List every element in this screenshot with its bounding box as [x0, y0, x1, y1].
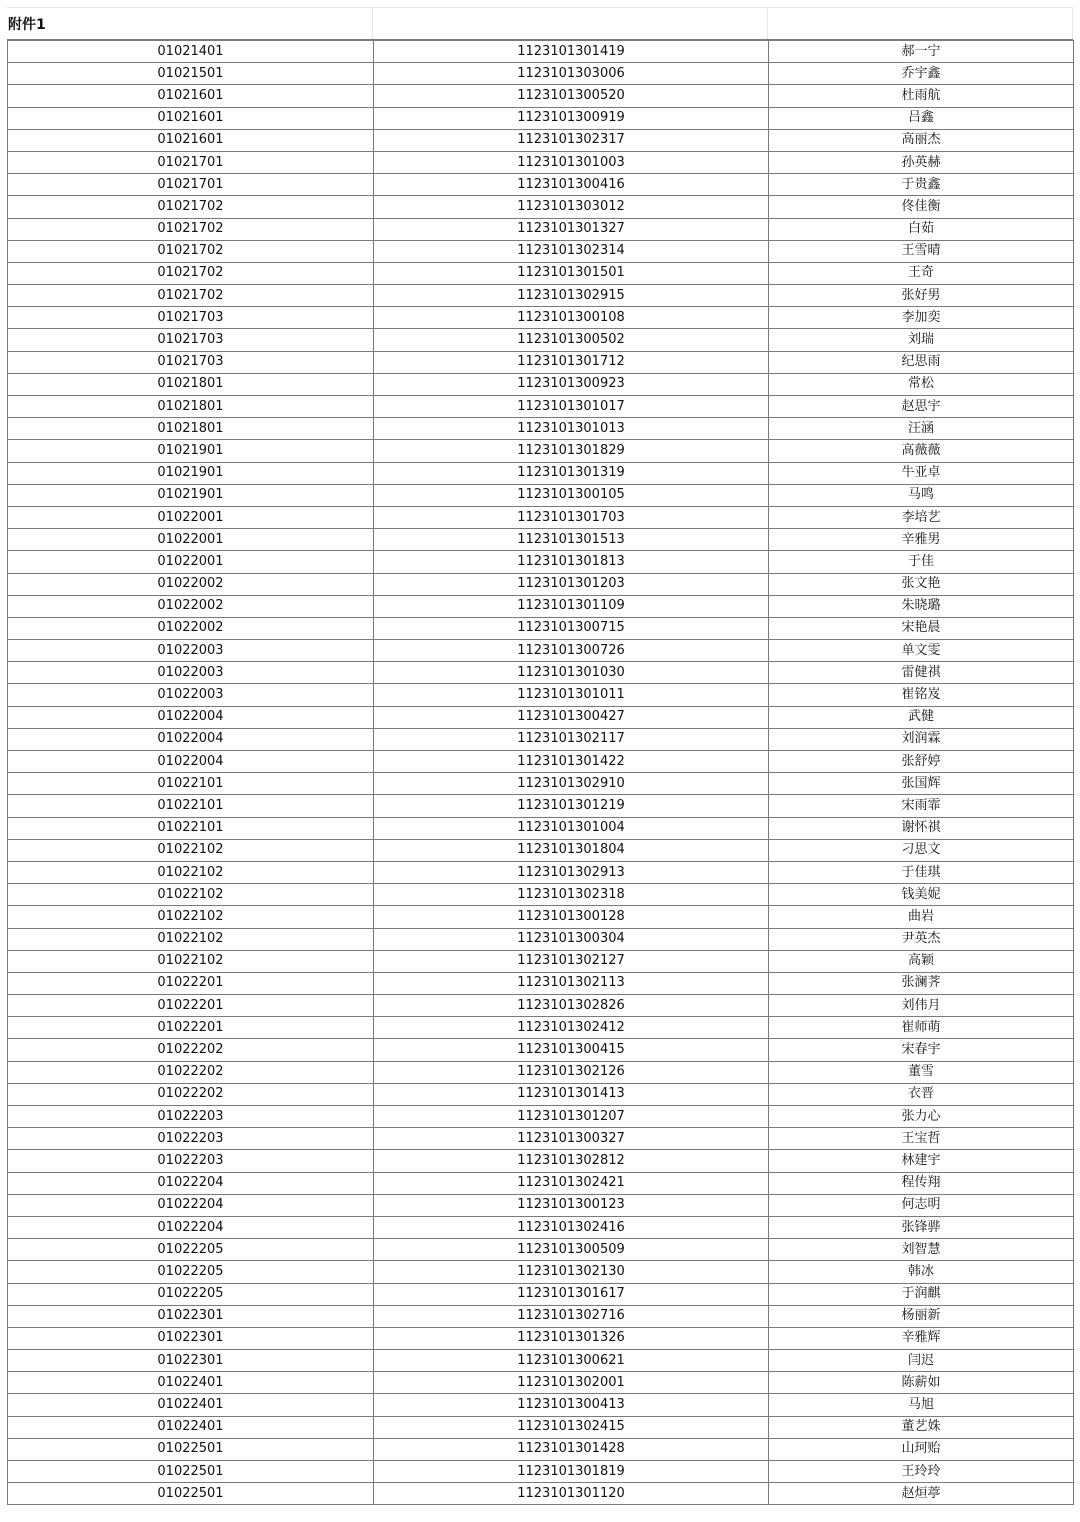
ticket-number-cell: 1123101302812 — [374, 1150, 769, 1172]
ticket-number-cell: 1123101302113 — [374, 972, 769, 994]
position-code-cell: 01021702 — [8, 262, 374, 284]
sheet-header-row — [7, 7, 1073, 40]
candidate-name-cell: 辛雅男 — [769, 529, 1074, 551]
position-code-cell: 01021801 — [8, 418, 374, 440]
ticket-number-cell: 1123101302913 — [374, 861, 769, 883]
table-row — [8, 129, 1074, 151]
position-code-cell: 01021401 — [8, 41, 374, 63]
ticket-number-cell: 1123101302127 — [374, 950, 769, 972]
position-code-cell: 01021702 — [8, 285, 374, 307]
ticket-number-cell: 1123101300509 — [374, 1239, 769, 1261]
position-code-cell: 01022102 — [8, 928, 374, 950]
ticket-number-cell: 1123101301703 — [374, 506, 769, 528]
table-row — [8, 506, 1074, 528]
position-code-cell: 01022205 — [8, 1283, 374, 1305]
ticket-number-cell: 1123101300923 — [374, 373, 769, 395]
table-row — [8, 595, 1074, 617]
candidate-name-cell: 刘智慧 — [769, 1239, 1074, 1261]
candidate-name-cell: 刁思文 — [769, 839, 1074, 861]
candidate-name-cell: 何志明 — [769, 1194, 1074, 1216]
table-row — [8, 307, 1074, 329]
table-row — [8, 351, 1074, 373]
ticket-number-cell: 1123101302910 — [374, 773, 769, 795]
table-row — [8, 1305, 1074, 1327]
ticket-number-cell: 1123101302915 — [374, 285, 769, 307]
position-code-cell: 01021701 — [8, 151, 374, 173]
candidate-name-cell: 李加奕 — [769, 307, 1074, 329]
table-row — [8, 1416, 1074, 1438]
position-code-cell: 01022202 — [8, 1083, 374, 1105]
position-code-cell: 01022001 — [8, 551, 374, 573]
position-code-cell: 01022301 — [8, 1350, 374, 1372]
ticket-number-cell: 1123101300123 — [374, 1194, 769, 1216]
candidate-name-cell: 钱美妮 — [769, 884, 1074, 906]
position-code-cell: 01022102 — [8, 884, 374, 906]
ticket-number-cell: 1123101301319 — [374, 462, 769, 484]
ticket-number-cell: 1123101302001 — [374, 1372, 769, 1394]
candidate-name-cell: 吕鑫 — [769, 107, 1074, 129]
table-row — [8, 1438, 1074, 1460]
table-row — [8, 995, 1074, 1017]
table-row — [8, 928, 1074, 950]
ticket-number-cell: 1123101302415 — [374, 1416, 769, 1438]
ticket-number-cell: 1123101301819 — [374, 1461, 769, 1483]
candidate-name-cell: 赵思宇 — [769, 396, 1074, 418]
candidate-name-cell: 常松 — [769, 373, 1074, 395]
candidate-name-cell: 高薇薇 — [769, 440, 1074, 462]
position-code-cell: 01021901 — [8, 484, 374, 506]
table-row — [8, 1128, 1074, 1150]
position-code-cell: 01022501 — [8, 1461, 374, 1483]
candidate-name-cell: 于佳 — [769, 551, 1074, 573]
table-row — [8, 262, 1074, 284]
table-row — [8, 662, 1074, 684]
candidate-name-cell: 张国辉 — [769, 773, 1074, 795]
table-row — [8, 1394, 1074, 1416]
ticket-number-cell: 1123101302716 — [374, 1305, 769, 1327]
position-code-cell: 01022101 — [8, 817, 374, 839]
candidate-name-cell: 杨丽新 — [769, 1305, 1074, 1327]
candidate-name-cell: 辛雅辉 — [769, 1327, 1074, 1349]
table-row — [8, 218, 1074, 240]
ticket-number-cell: 1123101302416 — [374, 1216, 769, 1238]
table-row — [8, 573, 1074, 595]
ticket-number-cell: 1123101300726 — [374, 640, 769, 662]
ticket-number-cell: 1123101302314 — [374, 240, 769, 262]
table-row — [8, 950, 1074, 972]
position-code-cell: 01022301 — [8, 1305, 374, 1327]
candidate-name-cell: 宋雨霏 — [769, 795, 1074, 817]
position-code-cell: 01022201 — [8, 995, 374, 1017]
candidate-name-cell: 刘伟月 — [769, 995, 1074, 1017]
ticket-number-cell: 1123101301428 — [374, 1438, 769, 1460]
candidate-name-cell: 董雪 — [769, 1061, 1074, 1083]
table-row — [8, 174, 1074, 196]
ticket-number-cell: 1123101301813 — [374, 551, 769, 573]
ticket-number-cell: 1123101301326 — [374, 1327, 769, 1349]
ticket-number-cell: 1123101300327 — [374, 1128, 769, 1150]
candidate-name-cell: 韩冰 — [769, 1261, 1074, 1283]
ticket-number-cell: 1123101301203 — [374, 573, 769, 595]
ticket-number-cell: 1123101302421 — [374, 1172, 769, 1194]
table-row — [8, 861, 1074, 883]
ticket-number-cell: 1123101300919 — [374, 107, 769, 129]
position-code-cell: 01021801 — [8, 396, 374, 418]
position-code-cell: 01021901 — [8, 440, 374, 462]
position-code-cell: 01022204 — [8, 1216, 374, 1238]
position-code-cell: 01021601 — [8, 129, 374, 151]
ticket-number-cell: 1123101301501 — [374, 262, 769, 284]
table-row — [8, 1350, 1074, 1372]
table-row — [8, 751, 1074, 773]
position-code-cell: 01022004 — [8, 751, 374, 773]
table-row — [8, 1483, 1074, 1505]
table-row — [8, 63, 1074, 85]
candidate-name-cell: 张好男 — [769, 285, 1074, 307]
table-row — [8, 329, 1074, 351]
ticket-number-cell: 1123101301413 — [374, 1083, 769, 1105]
position-code-cell: 01021801 — [8, 373, 374, 395]
candidate-name-cell: 王奇 — [769, 262, 1074, 284]
table-row — [8, 1461, 1074, 1483]
position-code-cell: 01022204 — [8, 1194, 374, 1216]
table-row — [8, 1083, 1074, 1105]
position-code-cell: 01022202 — [8, 1039, 374, 1061]
position-code-cell: 01022401 — [8, 1416, 374, 1438]
table-row — [8, 551, 1074, 573]
roster-sheet — [7, 7, 1073, 1505]
candidate-name-cell: 孙英赫 — [769, 151, 1074, 173]
candidate-name-cell: 崔铭岌 — [769, 684, 1074, 706]
candidate-name-cell: 于贵鑫 — [769, 174, 1074, 196]
ticket-number-cell: 1123101301017 — [374, 396, 769, 418]
ticket-number-cell: 1123101301120 — [374, 1483, 769, 1505]
table-row — [8, 107, 1074, 129]
ticket-number-cell: 1123101300415 — [374, 1039, 769, 1061]
candidate-name-cell: 闫迟 — [769, 1350, 1074, 1372]
ticket-number-cell: 1123101303012 — [374, 196, 769, 218]
candidate-name-cell: 董艺姝 — [769, 1416, 1074, 1438]
ticket-number-cell: 1123101301617 — [374, 1283, 769, 1305]
position-code-cell: 01022101 — [8, 773, 374, 795]
candidate-name-cell: 白茹 — [769, 218, 1074, 240]
ticket-number-cell: 1123101300427 — [374, 706, 769, 728]
candidate-name-cell: 张锋骅 — [769, 1216, 1074, 1238]
candidate-name-cell: 杜雨航 — [769, 85, 1074, 107]
position-code-cell: 01021601 — [8, 85, 374, 107]
position-code-cell: 01022203 — [8, 1150, 374, 1172]
position-code-cell: 01022205 — [8, 1239, 374, 1261]
table-row — [8, 906, 1074, 928]
candidate-name-cell: 山珂贻 — [769, 1438, 1074, 1460]
ticket-number-cell: 1123101302317 — [374, 129, 769, 151]
candidate-name-cell: 牛亚卓 — [769, 462, 1074, 484]
table-row — [8, 1150, 1074, 1172]
candidate-name-cell: 崔师萌 — [769, 1017, 1074, 1039]
attachment-label: 附件1 — [8, 17, 46, 33]
position-code-cell: 01021702 — [8, 218, 374, 240]
position-code-cell: 01022102 — [8, 861, 374, 883]
candidate-name-cell: 张舒婷 — [769, 751, 1074, 773]
header-cell-empty — [373, 7, 768, 39]
candidate-name-cell: 谢怀祺 — [769, 817, 1074, 839]
ticket-number-cell: 1123101301829 — [374, 440, 769, 462]
position-code-cell: 01021901 — [8, 462, 374, 484]
position-code-cell: 01021703 — [8, 329, 374, 351]
table-row — [8, 1172, 1074, 1194]
table-row — [8, 240, 1074, 262]
candidate-name-cell: 武健 — [769, 706, 1074, 728]
ticket-number-cell: 1123101300520 — [374, 85, 769, 107]
candidate-name-cell: 张澜荠 — [769, 972, 1074, 994]
ticket-number-cell: 1123101300108 — [374, 307, 769, 329]
position-code-cell: 01022102 — [8, 950, 374, 972]
table-row — [8, 1039, 1074, 1061]
candidate-name-cell: 陈薪如 — [769, 1372, 1074, 1394]
position-code-cell: 01022102 — [8, 906, 374, 928]
table-row — [8, 196, 1074, 218]
table-row — [8, 418, 1074, 440]
candidate-name-cell: 汪涵 — [769, 418, 1074, 440]
position-code-cell: 01022501 — [8, 1483, 374, 1505]
table-row — [8, 1017, 1074, 1039]
position-code-cell: 01021601 — [8, 107, 374, 129]
header-cell-attachment — [7, 7, 373, 39]
candidate-name-cell: 宋春宇 — [769, 1039, 1074, 1061]
candidate-name-cell: 刘瑞 — [769, 329, 1074, 351]
table-row — [8, 728, 1074, 750]
position-code-cell: 01022002 — [8, 617, 374, 639]
position-code-cell: 01021703 — [8, 307, 374, 329]
ticket-number-cell: 1123101301207 — [374, 1106, 769, 1128]
table-row — [8, 817, 1074, 839]
ticket-number-cell: 1123101301419 — [374, 41, 769, 63]
candidate-name-cell: 高丽杰 — [769, 129, 1074, 151]
table-row — [8, 41, 1074, 63]
position-code-cell: 01022401 — [8, 1372, 374, 1394]
table-row — [8, 1283, 1074, 1305]
position-code-cell: 01021703 — [8, 351, 374, 373]
table-row — [8, 706, 1074, 728]
ticket-number-cell: 1123101302130 — [374, 1261, 769, 1283]
table-row — [8, 617, 1074, 639]
candidate-name-cell: 佟佳衡 — [769, 196, 1074, 218]
ticket-number-cell: 1123101301004 — [374, 817, 769, 839]
candidate-name-cell: 程传翔 — [769, 1172, 1074, 1194]
table-row — [8, 972, 1074, 994]
position-code-cell: 01022002 — [8, 573, 374, 595]
candidate-name-cell: 林建宇 — [769, 1150, 1074, 1172]
table-row — [8, 396, 1074, 418]
table-row — [8, 484, 1074, 506]
position-code-cell: 01022205 — [8, 1261, 374, 1283]
table-row — [8, 1194, 1074, 1216]
candidate-name-cell: 郝一宁 — [769, 41, 1074, 63]
ticket-number-cell: 1123101300502 — [374, 329, 769, 351]
candidate-name-cell: 于佳琪 — [769, 861, 1074, 883]
candidate-name-cell: 尹英杰 — [769, 928, 1074, 950]
ticket-number-cell: 1123101301219 — [374, 795, 769, 817]
position-code-cell: 01022301 — [8, 1327, 374, 1349]
table-row — [8, 85, 1074, 107]
ticket-number-cell: 1123101301804 — [374, 839, 769, 861]
table-row — [8, 1061, 1074, 1083]
ticket-number-cell: 1123101302126 — [374, 1061, 769, 1083]
table-row — [8, 1216, 1074, 1238]
candidate-name-cell: 宋艳晨 — [769, 617, 1074, 639]
position-code-cell: 01022204 — [8, 1172, 374, 1194]
position-code-cell: 01022101 — [8, 795, 374, 817]
candidate-name-cell: 王玲玲 — [769, 1461, 1074, 1483]
table-row — [8, 529, 1074, 551]
position-code-cell: 01022401 — [8, 1394, 374, 1416]
candidate-name-cell: 衣晋 — [769, 1083, 1074, 1105]
position-code-cell: 01022102 — [8, 839, 374, 861]
table-row — [8, 151, 1074, 173]
position-code-cell: 01021501 — [8, 63, 374, 85]
table-row — [8, 684, 1074, 706]
position-code-cell: 01022004 — [8, 728, 374, 750]
candidate-name-cell: 张力心 — [769, 1106, 1074, 1128]
candidate-name-cell: 乔宇鑫 — [769, 63, 1074, 85]
table-row — [8, 285, 1074, 307]
ticket-number-cell: 1123101300715 — [374, 617, 769, 639]
table-row — [8, 773, 1074, 795]
roster-table — [7, 40, 1074, 1505]
position-code-cell: 01022003 — [8, 684, 374, 706]
table-row — [8, 1327, 1074, 1349]
ticket-number-cell: 1123101301013 — [374, 418, 769, 440]
position-code-cell: 01022203 — [8, 1128, 374, 1150]
candidate-name-cell: 张文艳 — [769, 573, 1074, 595]
candidate-name-cell: 马旭 — [769, 1394, 1074, 1416]
candidate-name-cell: 赵烜葶 — [769, 1483, 1074, 1505]
position-code-cell: 01022003 — [8, 640, 374, 662]
table-row — [8, 1106, 1074, 1128]
position-code-cell: 01022004 — [8, 706, 374, 728]
ticket-number-cell: 1123101302117 — [374, 728, 769, 750]
table-row — [8, 462, 1074, 484]
candidate-name-cell: 于润麒 — [769, 1283, 1074, 1305]
position-code-cell: 01021702 — [8, 240, 374, 262]
ticket-number-cell: 1123101302412 — [374, 1017, 769, 1039]
position-code-cell: 01022203 — [8, 1106, 374, 1128]
ticket-number-cell: 1123101301030 — [374, 662, 769, 684]
ticket-number-cell: 1123101302318 — [374, 884, 769, 906]
table-row — [8, 795, 1074, 817]
table-row — [8, 1372, 1074, 1394]
position-code-cell: 01022501 — [8, 1438, 374, 1460]
position-code-cell: 01022201 — [8, 1017, 374, 1039]
candidate-name-cell: 雷健祺 — [769, 662, 1074, 684]
position-code-cell: 01022001 — [8, 506, 374, 528]
candidate-name-cell: 纪思雨 — [769, 351, 1074, 373]
ticket-number-cell: 1123101301011 — [374, 684, 769, 706]
ticket-number-cell: 1123101300413 — [374, 1394, 769, 1416]
ticket-number-cell: 1123101300105 — [374, 484, 769, 506]
ticket-number-cell: 1123101300416 — [374, 174, 769, 196]
position-code-cell: 01022201 — [8, 972, 374, 994]
table-row — [8, 839, 1074, 861]
ticket-number-cell: 1123101300621 — [374, 1350, 769, 1372]
candidate-name-cell: 单文雯 — [769, 640, 1074, 662]
position-code-cell: 01021702 — [8, 196, 374, 218]
ticket-number-cell: 1123101300304 — [374, 928, 769, 950]
position-code-cell: 01022202 — [8, 1061, 374, 1083]
position-code-cell: 01022003 — [8, 662, 374, 684]
candidate-name-cell: 刘润霖 — [769, 728, 1074, 750]
table-row — [8, 373, 1074, 395]
ticket-number-cell: 1123101302826 — [374, 995, 769, 1017]
position-code-cell: 01022002 — [8, 595, 374, 617]
position-code-cell: 01022001 — [8, 529, 374, 551]
ticket-number-cell: 1123101301422 — [374, 751, 769, 773]
roster-table-body — [8, 41, 1074, 1505]
candidate-name-cell: 王宝哲 — [769, 1128, 1074, 1150]
ticket-number-cell: 1123101300128 — [374, 906, 769, 928]
ticket-number-cell: 1123101303006 — [374, 63, 769, 85]
table-row — [8, 440, 1074, 462]
ticket-number-cell: 1123101301712 — [374, 351, 769, 373]
candidate-name-cell: 王雪晴 — [769, 240, 1074, 262]
ticket-number-cell: 1123101301003 — [374, 151, 769, 173]
table-row — [8, 640, 1074, 662]
candidate-name-cell: 曲岩 — [769, 906, 1074, 928]
ticket-number-cell: 1123101301327 — [374, 218, 769, 240]
table-row — [8, 1261, 1074, 1283]
candidate-name-cell: 高颖 — [769, 950, 1074, 972]
table-row — [8, 1239, 1074, 1261]
position-code-cell: 01021701 — [8, 174, 374, 196]
candidate-name-cell: 朱晓璐 — [769, 595, 1074, 617]
ticket-number-cell: 1123101301109 — [374, 595, 769, 617]
header-cell-empty — [768, 7, 1073, 39]
ticket-number-cell: 1123101301513 — [374, 529, 769, 551]
candidate-name-cell: 马鸣 — [769, 484, 1074, 506]
candidate-name-cell: 李培艺 — [769, 506, 1074, 528]
table-row — [8, 884, 1074, 906]
